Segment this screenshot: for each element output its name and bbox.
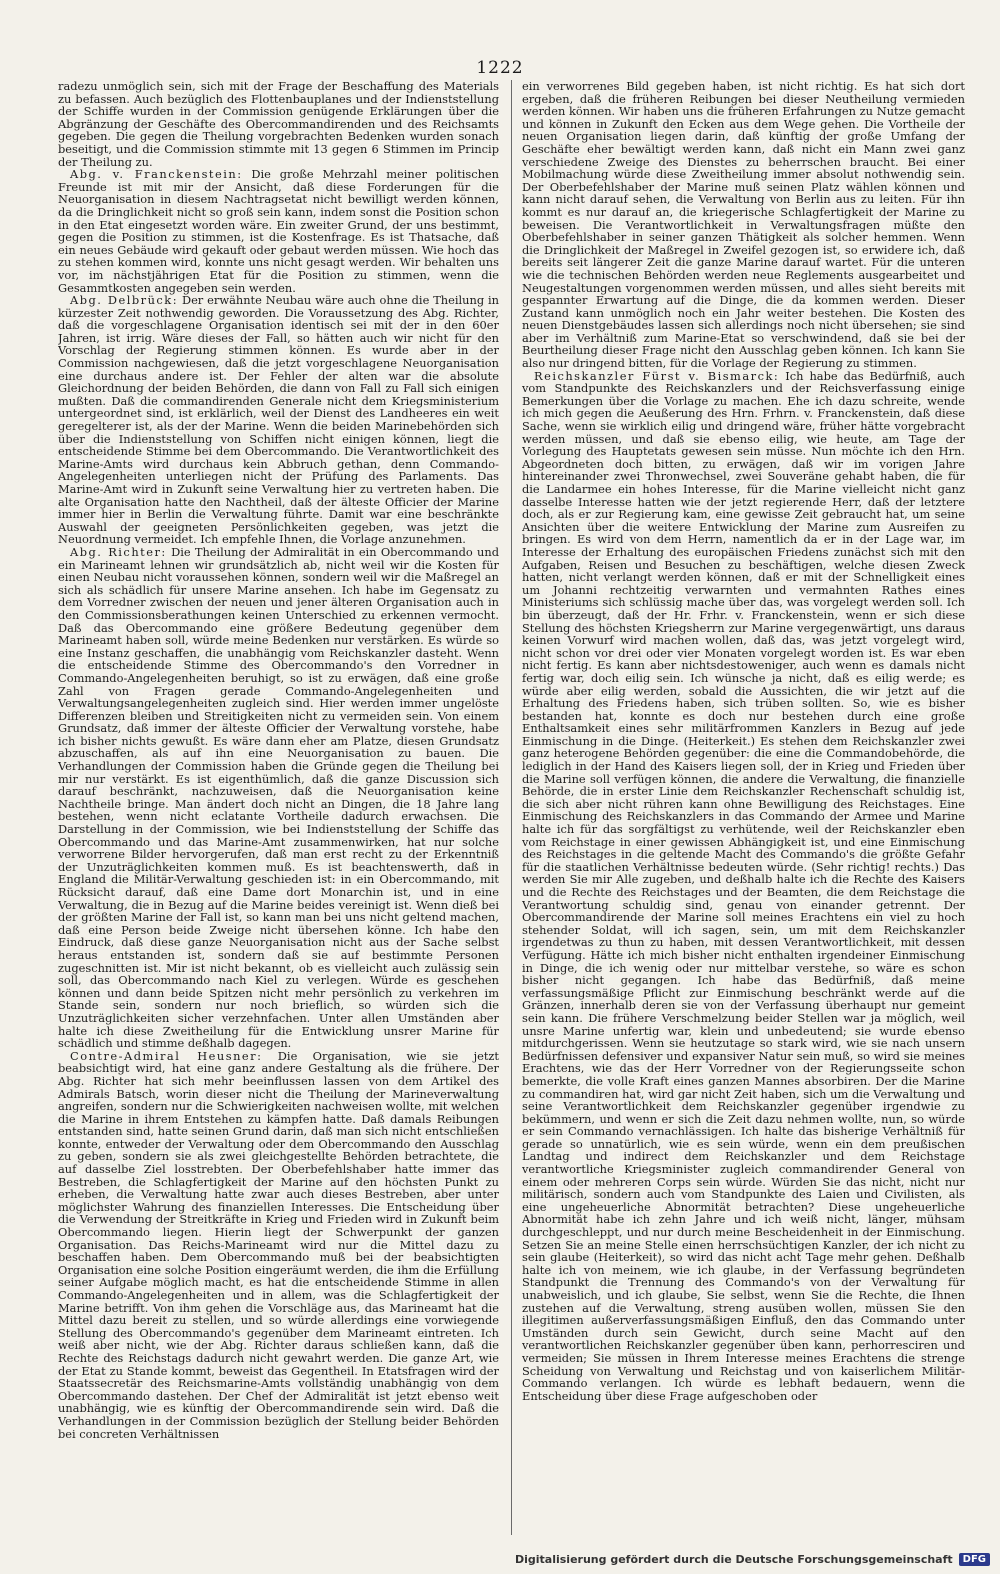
paragraph-text: Die Theilung der Admiralität in ein Obercommando und ein Marineamt lehnen wir grundsätzlich ab, nicht weil wir die Kosten für einen Neubau nicht voraussehen können, sondern weil wir die Maßregel an sich als schädlich für unsere Marine ansehen. Ich habe im Gegensatz zu dem Vorredner zwischen der neuen und jener älteren Organisation auch in den Commissionsberathungen keinen Unterschied zu erkennen vermocht. Daß das Obercommando eine größere Bedeutung gegenüber dem Marineamt haben soll, würde meine Bedenken nur verstärken. Es würde so eine Instanz geschaffen, die unabhängig vom Reichskanzler dasteht. Wenn die entscheidende Stimme des Obercommando's den Vorredner in Commando-Angelegenheiten beruhigt, so ist zu erwägen, daß eine große Zahl von Fragen gerade Commando-Angelegenheiten und Verwaltungsangelegenheiten zugleich sind. Hier werden immer ungelöste Differenzen bleiben und Streitigkeiten nicht zu vermeiden sein. Von einem Grundsatz, daß immer der älteste Officier der Verwaltung vorstehe, habe ich bisher nichts gewußt. Es wäre dann eher am Platze, diesen Grundsatz abzuschaffen, als auf ihn eine Neuorganisation zu bauen. Die Verhandlungen der Commission haben die Gründe gegen die Theilung bei mir nur verstärkt. Es ist eigenthümlich, daß die ganze Discussion sich darauf beschränkt, nachzuweisen, daß die Neuorganisation keine Nachtheile bringe. Man ändert doch nicht an Dingen, die 18 Jahre lang bestehen, wenn nicht eclatante Vortheile dadurch erwachsen. Die Darstellung in der Commission, wie bei Indienststellung der Schiffe das Obercommando und das Marine-Amt zusammenwirken, hat nur solche verworrene Bilder hervorgerufen, daß man erst recht zu der Erkenntniß der Unzuträglichkeiten kommen muß. Es ist beachtenswerth, daß in England die Militär-Verwaltung geschieden ist: in ein Obercommando, mit Rücksicht darauf, daß eine Dame dort Monarchin ist, und in eine Verwaltung, die in Bezug auf die Marine beides vereinigt ist. Wenn dieß bei der größten Marine der Fall ist, so kann man bei uns nicht geltend machen, daß eine Person beide Zweige nicht übersehen könne. Ich habe den Eindruck, daß diese ganze Neuorganisation nicht aus der Sache selbst heraus entstanden ist, sondern daß sie auf bestimmte Personen zugeschnitten ist. Mir ist nicht bekannt, ob es vielleicht auch zulässig sein soll, das Obercommando nach Kiel zu verlegen. Würde es geschehen können und dann beide Spitzen nicht mehr persönlich zu verkehren im Stande sein, sondern nur noch brieflich, so würden sich die Unzuträglichkeiten sicher verzehnfachen. Unter allen Umständen aber halte ich diese Zweitheilung für die Entwicklung unsrer Marine für schädlich und stimme deßhalb dagegen. <box>58 544 499 1051</box>
speaker-name: Abg. Richter: <box>70 544 167 559</box>
text-column-left <box>58 80 499 1535</box>
dfg-logo: DFG <box>959 1553 990 1566</box>
paragraph-text: Die Organisation, wie sie jetzt beabsichtigt wird, hat eine ganz andere Gestaltung als die frühere. Der Abg. Richter hat sich mehr beeinflussen lassen von dem Artikel des Admirals Batsch, worin dieser nicht die Theilung der Marineverwaltung angreifen, sondern nur die Schwierigkeiten nachweisen wollte, mit welchen die Marine in ihrem Entstehen zu kämpfen hatte. Daß damals Reibungen entstanden sind, hatte seinen Grund darin, daß man sich nicht entschließen konnte, entweder der Verwaltung oder dem Obercommando den Ausschlag zu geben, sondern sie als zwei gleichgestellte Behörden betrachtete, die auf dasselbe Ziel losstrebten. Der Oberbefehlshaber hatte immer das Bestreben, die Schlagfertigkeit der Marine auf den höchsten Punkt zu erheben, die Verwaltung hatte zwar auch dieses Bestreben, aber unter möglichster Wahrung des finanziellen Interesses. Die Entscheidung über die Verwendung der Streitkräfte in Krieg und Frieden wird in Zukunft beim Obercommando liegen. Hierin liegt der Schwerpunkt der ganzen Organisation. Das Reichs-Marineamt wird nur die Mittel dazu zu beschaffen haben. Dem Obercommando muß bei der beabsichtigten Organisation eine solche Position eingeräumt werden, die ihm die Erfüllung seiner Aufgabe möglich macht, es hat die entscheidende Stimme in allen Commando-Angelegenheiten und in allem, was die Schlagfertigkeit der Marine betrifft. Von ihm gehen die Vorschläge aus, das Marineamt hat die Mittel dazu bereit zu stellen, und so würde allerdings eine vorwiegende Stellung des Obercommando's gegenüber dem Marineamt eintreten. Ich weiß aber nicht, wie der Abg. Richter daraus schließen kann, daß die Rechte des Reichstags dadurch nicht gewahrt werden. Die ganze Art, wie der Etat zu Stande kommt, beweist das Gegentheil. In Etatsfragen wird der Staatssecretär des Reichsmarine-Amts vollständig unabhängig von dem Obercommando dastehen. Der Chef der Admiralität ist jetzt ebenso weit unabhängig, wie es künftig der Obercommandirende sein wird. Daß die Verhandlungen in der Commission bezüglich der Stellung beider Behörden bei concreten Verhältnissen <box>58 1048 499 1441</box>
paragraph <box>522 370 965 1403</box>
paragraph-text: Der erwähnte Neubau wäre auch ohne die Theilung in kürzester Zeit nothwendig geworden. Die Voraussetzung des Abg. Richter, daß die vorgeschlagene Organisation identisch sei mit der in den 60er Jahren, ist irrig. Wäre dieses der Fall, so hätten auch wir nicht für den Vorschlag der Regierung stimmen können. Es wurde aber in der Commission nachgewiesen, daß die jetzt vorgeschlagene Neuorganisation eine durchaus andere ist. Der Fehler der alten war die absolute Gleichordnung der beiden Behörden, die dann von Fall zu Fall sich einigen mußten. Daß die commandirenden Generale nicht dem Kriegsministerium untergeordnet sind, ist erklärlich, weil der Dienst des Landheeres ein weit geregelterer ist, als der der Marine. Wenn die beiden Marinebehörden sich über die Indienststellung von Schiffen nicht einigen können, liegt die entscheidende Stimme bei dem Obercommando. Die Verantwortlichkeit des Marine-Amts wird durchaus kein Abbruch gethan, denn Commando-Angelegenheiten unterliegen nicht der Prüfung des Parlaments. Das Marine-Amt wird in Zukunft seine Verwaltung hier zu vertreten haben. Die alte Organisation hatte den Nachtheil, daß der älteste Officier der Marine immer hier in Berlin die Verwaltung führte. Damit war eine beschränkte Auswahl der geeigneten Persönlichkeiten gegeben, was jetzt die Neuordnung vermeidet. Ich empfehle Ihnen, die Vorlage anzunehmen. <box>58 293 499 547</box>
paragraph <box>58 80 499 168</box>
page-number: 1222 <box>476 58 524 78</box>
paragraph <box>58 294 499 546</box>
credit-text: Digitalisierung gefördert durch die Deutsche Forschungsgemeinschaft <box>514 1553 953 1566</box>
speaker-name: Abg. Delbrück: <box>70 293 179 308</box>
speaker-name: Contre-Admiral Heusner: <box>70 1048 263 1063</box>
paragraph <box>58 1050 499 1440</box>
speaker-name: Reichskanzler Fürst v. Bismarck: <box>534 368 780 383</box>
paragraph-text: radezu unmöglich sein, sich mit der Frage der Beschaffung des Materials zu befassen. Auch bezüglich des Flottenbauplanes und der Indienststellung der Schiffe wurden in der Commission genügende Erklärungen über die Abgränzung der Geschäfte des Obercommandirenden und des Reichsamts gegeben. Die gegen die Theilung vorgebrachten Bedenken wurden sonach beseitigt, und die Commission stimmte mit 13 gegen 6 Stimmen im Princip der Theilung zu. <box>58 80 499 169</box>
column-divider <box>511 80 512 1535</box>
paragraph <box>58 546 499 1050</box>
paragraph-text: ein verworrenes Bild gegeben haben, ist nicht richtig. Es hat sich dort ergeben, daß die früheren Reibungen bei dieser Neutheilung vermieden werden können. Wir haben uns die früheren Erfahrungen zu Nutze gemacht und können in Zukunft den Ecken aus dem Wege gehen. Die Vortheile der neuen Organisation liegen darin, daß künftig der große Umfang der Geschäfte eher bewältigt werden kann, daß nicht ein Mann zwei ganz verschiedene Zweige des Dienstes zu beherrschen braucht. Bei einer Mobilmachung würde diese Zweitheilung immer absolut nothwendig sein. Der Oberbefehlshaber der Marine muß seinen Platz wählen können und kann nicht darauf sehen, die Verwaltung von Berlin aus zu leiten. Für ihn kommt es nur darauf an, die kriegerische Schlagfertigkeit der Marine zu beweisen. Die Verantwortlichkeit in Verwaltungsfragen müßte den Oberbefehlshaber in seiner ganzen Thätigkeit als solcher hemmen. Wenn die Dringlichkeit der Maßregel in Zweifel gezogen ist, so erwidere ich, daß bereits seit längerer Zeit die ganze Marine darauf wartet. Für die unteren wie die technischen Behörden werden neue Reglements ausgearbeitet und Neugestaltungen vorgenommen werden müssen, und alles sieht bereits mit gespannter Erwartung auf die Dinge, die da kommen werden. Dieser Zustand kann unmöglich noch ein Jahr weiter bestehen. Die Kosten des neuen Dienstgebäudes lassen sich allerdings noch nicht übersehen; sie sind aber im Verhältniß zum Marine-Etat so verschwindend, daß sie bei der Beurtheilung dieser Frage nicht den Ausschlag geben können. Ich kann Sie also nur dringend bitten, für die Vorlage der Regierung zu stimmen. <box>522 80 965 371</box>
digitization-credit <box>515 1553 990 1566</box>
text-column-right <box>522 80 965 1535</box>
paragraph <box>522 80 965 370</box>
paragraph <box>58 168 499 294</box>
paragraph-text: Die große Mehrzahl meiner politischen Freunde ist mit mir der Ansicht, daß diese Forderungen für die Neuorganisation in diesem Nachtragsetat nicht bewilligt werden können, da die Dringlichkeit nicht so groß sein kann, indem sonst die Position schon in den Etat eingesetzt worden wäre. Ein zweiter Grund, der uns bestimmt, gegen die Position zu stimmen, ist die Kostenfrage. Es ist Thatsache, daß ein neues Gebäude wird gekauft oder gebaut werden müssen. Wie hoch das zu stehen kommen wird, konnte uns nicht gesagt werden. Wir behalten uns vor, im nächstjährigen Etat für die Position zu stimmen, wenn die Gesammtkosten angegeben sein werden. <box>58 167 499 295</box>
speaker-name: Abg. v. Franckenstein: <box>70 167 243 182</box>
paragraph-text: Ich habe das Bedürfniß, auch vom Standpunkte des Reichskanzlers und der Reichsverfassung einige Bemerkungen über die Vorlage zu machen. Ehe ich dazu schreite, wende ich mich gegen die Aeußerung des Hrn. Frhrn. v. Franckenstein, daß diese Sache, wenn sie wirklich eilig und dringend wäre, früher hätte vorgebracht werden müssen, und daß sie ebenso eilig, wie heute, am Tage der Vorlegung des Hauptetats gewesen sein müsse. Nun möchte ich den Hrn. Abgeordneten doch bitten, zu erwägen, daß wir im vorigen Jahre hintereinander zwei Thronwechsel, zwei Souveräne gehabt haben, die für die Landarmee ein hohes Interesse, für die Marine vielleicht nicht ganz dasselbe Interesse hatten wie der jetzt regierende Herr, daß der letztere doch, als er zur Regierung kam, eine gewisse Zeit gebraucht hat, um seine Ansichten über die weitere Entwicklung der Marine zum Ausreifen zu bringen. Es wird von dem Herrn, namentlich da er in der Lage war, im Interesse der Erhaltung des europäischen Friedens zunächst sich mit den Aufgaben, Reisen und Besuchen zu beschäftigen, welche diesen Zweck hatten, nicht verlangt werden können, daß er mit der Schnelligkeit eines um Johanni rechtzeitig verwarnten und vermahnten Rathes eines Ministeriums sich schlüssig mache über das, was vorgelegt werden soll. Ich bin überzeugt, daß der Hr. Frhr. v. Franckenstein, wenn er sich diese Stellung des höchsten Kriegsherrn zur Marine vergegenwärtigt, uns daraus keinen Vorwurf wird machen wollen, daß das, was jetzt vorgelegt wird, nicht schon vor drei oder vier Monaten vorgelegt worden ist. Es war eben nicht fertig. Es kann aber nichtsdestoweniger, auch wenn es damals nicht fertig war, doch eilig sein. Ich wünsche ja nicht, daß es eilig werde; es würde aber eilig werden, sobald die Aussichten, die wir jetzt auf die Erhaltung des Friedens haben, sich trüben sollten. So, wie es bisher bestanden hat, konnte es doch nur bestehen durch eine große Enthaltsamkeit eines sehr militärfrommen Kanzlers in Bezug auf jede Einmischung in die Dinge. (Heiterkeit.) Es stehen dem Reichskanzler zwei ganz heterogene Behörden gegenüber: die eine die Commandobehörde, die lediglich in der Hand des Kaisers liegen soll, der in Krieg und Frieden über die Marine soll verfügen können, die andere die Verwaltung, die finanzielle Behörde, die in erster Linie dem Reichskanzler Rechenschaft schuldig ist, die sich aber nicht rühren kann ohne Bewilligung des Reichstages. Eine Einmischung des Reichskanzlers in das Commando der Armee und Marine halte ich für das sorgfältigst zu verhütende, weil der Reichskanzler eben vom Reichstage in einer gewissen Abhängigkeit ist, und eine Einmischung des Reichstages in die geltende Macht des Commando's die größte Gefahr für die staatlichen Verhältnisse bedeuten würde. (Sehr richtig! rechts.) Das werden Sie mir Alle zugeben, und deßhalb halte ich die Rechte des Kaisers und die Rechte des Reichstages und der Beamten, die dem Reichstage die Verantwortung schuldig sind, genau von einander getrennt. Der Obercommandirende der Marine soll meines Erachtens ein viel zu hoch stehender Soldat, will ich sagen, sein, um mit dem Reichskanzler irgendetwas zu thun zu haben, mit dessen Verantwortlichkeit, mit dessen Verfügung. Hätte ich mich bisher nicht enthalten irgendeiner Einmischung in Dinge, die ich wenig oder nur mittelbar verstehe, so wäre es schon bisher nicht gegangen. Ich habe das Bedürfniß, daß meine verfassungsmäßige Pflicht zur Einmischung beschränkt werde auf die Gränzen, innerhalb deren sie von der Verfassung überhaupt nur gemeint sein kann. Die frühere Verschmelzung beider Stellen war ja möglich, weil unsre Marine unfertig war, klein und unbedeutend; sie wurde ebenso mitdurchgerissen. Wenn sie heutzutage so stark wird, wie sie nach unsern Bedürfnissen defensiver und expansiver Natur sein muß, so wird sie meines Erachtens, wie das der Herr Vorredner von der Regierungsseite schon bemerkte, die volle Kraft eines ganzen Mannes absorbiren. Der die Marine zu commandiren hat, wird gar nicht Zeit haben, sich um die Verwaltung und seine Verantwortlichkeit dem Reichskanzler gegenüber irgendwie zu bekümmern, und wenn er sich die Zeit dazu nehmen wollte, nun, so würde er sein Commando vernachlässigen. Ich halte das bisherige Verhältniß für gerade so unnatürlich, wie es sein würde, wenn ein dem preußischen Landtag und indirect dem Reichskanzler und dem Reichstage verantwortliche Kriegsminister zugleich commandirender General von einem oder mehreren Corps sein würde. Würden Sie das nicht, nicht nur militärisch, sondern auch vom Standpunkte des Laien und Civilisten, als eine ungeheuerliche Abnormität betrachten? Diese ungeheuerliche Abnormität habe ich zehn Jahre und ich weiß nicht, länger, mühsam durchgeschleppt, und nur durch meine Bescheidenheit in der Einmischung. Setzen Sie an meine Stelle einen herrschsüchtigen Kanzler, der ich nicht zu sein glaube (Heiterkeit), so wird das nicht acht Tage mehr gehen. Deßhalb halte ich von meinem, wie ich glaube, in der Verfassung begründeten Standpunkt die Trennung des Commando's von der Verwaltung für unabweislich, und ich glaube, Sie selbst, wenn Sie die Rechte, die Ihnen zustehen auf die Verwaltung, streng ausüben wollen, müssen Sie den illegitimen außerverfassungsmäßigen Einfluß, den das Commando unter Umständen durch sein Gewicht, durch seine Macht auf den verantwortlichen Reichskanzler gegenüber üben kann, perhorresciren und vermeiden; Sie müssen in Ihrem Interesse meines Erachtens die strenge Scheidung von Verwaltung und Reichstag und von kaiserlichem Militär-Commando verlangen. Ich würde es lebhaft bedauern, wenn die Entscheidung über diese Frage aufgeschoben oder <box>522 368 965 1403</box>
